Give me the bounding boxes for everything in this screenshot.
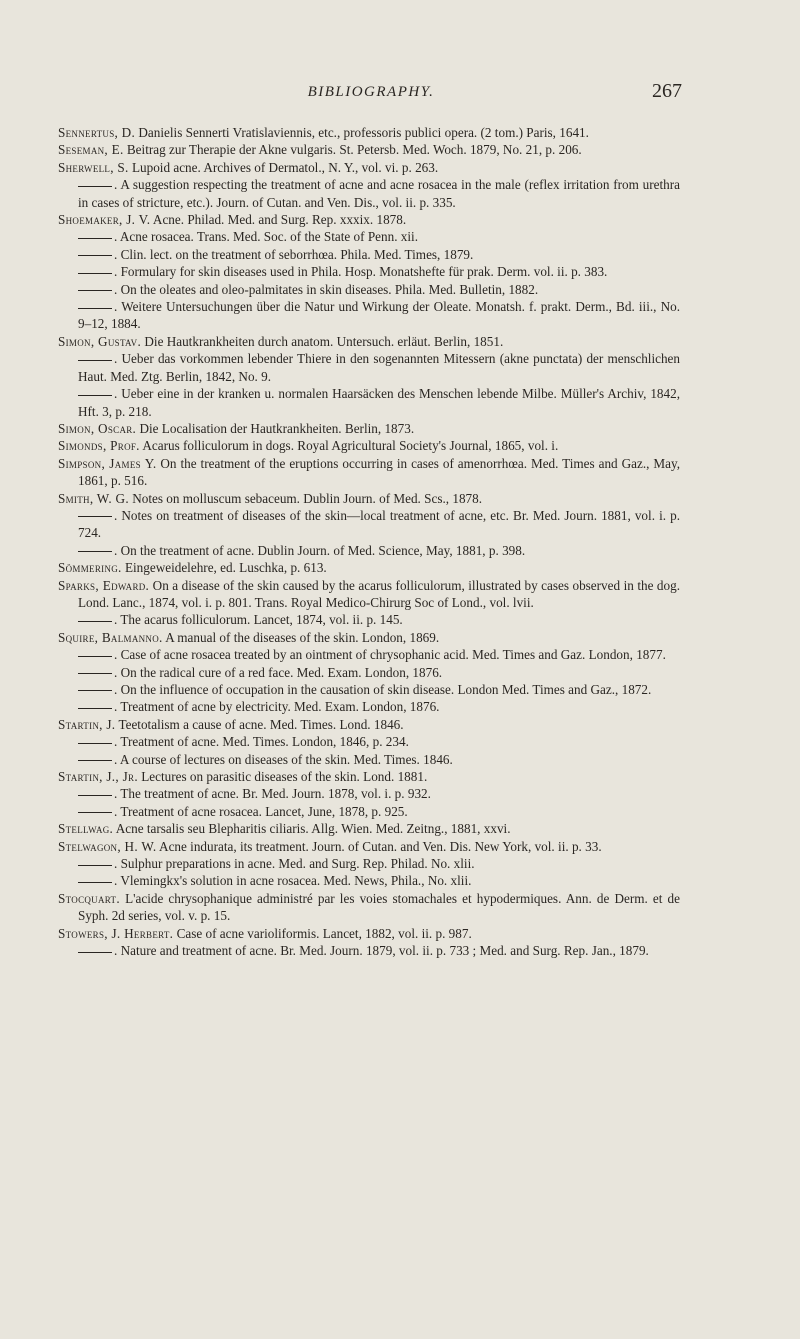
bibliography-entry [58,925,680,942]
entry-author: Stellwag. [58,821,114,837]
page-header [60,80,682,108]
bibliography-entry [58,437,680,454]
ditto-rule [78,308,112,309]
bibliography-entry [58,141,680,158]
bibliography-entry: . Ueber das vorkommen lebender Thiere in den sogenannten Mitessern (akne punctata) der menschlichen Haut. Med. Ztg. Berlin, 1842, No. 9. [78,351,681,384]
ditto-rule [78,621,112,622]
entry-text: Sulphur preparations in acne. Med. and Surg. Rep. Philad. No. xlii. [120,856,475,872]
entry-author: Sömmering. [58,560,122,576]
ditto-rule [78,760,112,761]
bibliography-entry [58,333,680,350]
entry-author: Stowers, J. Herbert. [58,925,174,941]
entry-text: Vlemingkx's solution in acne rosacea. Med. News, Phila., No. xlii. [120,873,472,889]
entry-text: Case of acne varioliformis. Lancet, 1882, vol. ii. p. 987. [176,925,472,941]
entry-text: A course of lectures on diseases of the skin. Med. Times. 1846. [119,751,453,767]
entry-author: Startin, J., Jr. [58,769,138,785]
bibliography-entry: . Vlemingkx's solution in acne rosacea. Med. News, Phila., No. xlii. [58,872,680,889]
entry-author: Squire, Balmanno. [58,629,163,645]
bibliography-entry [58,490,680,507]
bibliography-entry [58,211,680,228]
ditto-rule [78,656,112,657]
bibliography-entry: . The acarus folliculorum. Lancet, 1874, vol. ii. p. 145. [58,611,680,628]
bibliography-entry: . Sulphur preparations in acne. Med. and Surg. Rep. Philad. No. xlii. [58,855,680,872]
entry-text: The treatment of acne. Br. Med. Journ. 1878, vol. i. p. 932. [120,786,431,802]
entry-author: Stocquart. [58,890,120,906]
bibliography-entry [58,455,680,490]
entry-text: Ueber das vorkommen lebender Thiere in den sogenannten Mitessern (akne punctata) der menschlichen Haut. Med. Ztg. Berlin, 1842, No. 9. [78,351,681,384]
bibliography-entry: . On the influence of occupation in the causation of skin disease. London Med. Times and Gaz., 1872. [58,681,680,698]
entry-author: Shoemaker, J. V. [58,212,151,228]
bibliography-entry [58,420,680,437]
entry-text: On a disease of the skin caused by the acarus folliculorum, illustrated by cases observed in the dog. Lond. Lanc., 1874, vol. i. p. 801. Trans. Royal Medico-Chirurg Soc of Lond., vol. lvii. [78,577,681,610]
entry-text: Lupoid acne. Archives of Dermatol., N. Y., vol. vi. p. 263. [131,159,439,175]
entry-text: Teetotalism a cause of acne. Med. Times. Lond. 1846. [118,716,404,732]
bibliography-entry: . On the treatment of acne. Dublin Journ. of Med. Science, May, 1881, p. 398. [58,542,680,559]
entry-author: Sherwell, S. [58,159,129,175]
entry-text: Die Hautkrankheiten durch anatom. Untersuch. erläut. Berlin, 1851. [144,333,504,349]
entry-author: Simon, Oscar. [58,420,137,436]
ditto-rule [78,673,112,674]
entry-author: Smith, W. G. [58,490,129,506]
bibliography-list [58,124,680,960]
ditto-rule [78,516,112,517]
bibliography-entry: . Ueber eine in der kranken u. normalen Haarsäcken des Menschen lebende Milbe. Müller's Archiv, 1842, Hft. 3, p. 218. [78,386,680,419]
ditto-rule [78,186,112,187]
ditto-rule [78,743,112,744]
bibliography-entry: . Treatment of acne rosacea. Lancet, June, 1878, p. 925. [58,803,680,820]
bibliography-entry [58,159,680,176]
ditto-rule [78,360,112,361]
entry-text: Clin. lect. on the treatment of seborrhœa. Phila. Med. Times, 1879. [120,246,474,262]
entry-text: Notes on molluscum sebaceum. Dublin Journ. of Med. Scs., 1878. [132,490,483,506]
entry-text: Beitrag zur Therapie der Akne vulgaris. St. Petersb. Med. Woch. 1879, No. 21, p. 206. [126,142,582,158]
ditto-rule [78,882,112,883]
bibliography-entry: . Treatment of acne. Med. Times. London, 1846, p. 234. [58,733,680,750]
entry-text: Weitere Untersuchungen über die Natur und Wirkung der Oleate. Monatsh. f. prakt. Derm., Bd. iii., No. 9–12, 1884. [78,299,680,332]
ditto-rule [78,290,112,291]
entry-text: L'acide chrysophanique administré par les voies stomachales et hypodermiques. Ann. de Derm. et de Syph. 2d series, vol. v. p. 15. [78,890,680,924]
entry-text: Notes on treatment of diseases of the skin—local treatment of acne, etc. Br. Med. Journ. 1881, vol. i. p. 724. [78,507,680,541]
entry-author: Simon, Gustav. [58,333,142,349]
bibliography-entry: . On the oleates and oleo-palmitates in skin diseases. Phila. Med. Bulletin, 1882. [58,281,680,298]
bibliography-entry: . A suggestion respecting the treatment of acne and acne rosacea in the male (reflex irritation from urethra in cases of stricture, etc.). Journ. of Cutan. and Ven. Dis., vol. ii. p. 335. [78,177,680,210]
bibliography-entry: . Clin. lect. on the treatment of seborrhœa. Phila. Med. Times, 1879. [58,246,680,263]
entry-text: Lectures on parasitic diseases of the skin. Lond. 1881. [141,769,428,785]
bibliography-entry: . Formulary for skin diseases used in Phila. Hosp. Monatshefte für prak. Derm. vol. ii. p. 383. [58,263,680,280]
entry-text: A manual of the diseases of the skin. London, 1869. [165,629,440,645]
entry-author: Stelwagon, H. W. [58,838,157,854]
entry-text: Acne rosacea. Trans. Med. Soc. of the State of Penn. xii. [119,229,419,245]
entry-text: On the radical cure of a red face. Med. Exam. London, 1876. [120,664,443,680]
ditto-rule [78,812,112,813]
bibliography-entry [58,577,680,612]
bibliography-entry: . Notes on treatment of diseases of the skin—local treatment of acne, etc. Br. Med. Journ. 1881, vol. i. p. 724. [78,507,680,541]
bibliography-entry: . Case of acne rosacea treated by an ointment of chrysophanic acid. Med. Times and Gaz. London, 1877. [58,646,680,663]
entry-text: Treatment of acne rosacea. Lancet, June, 1878, p. 925. [120,803,408,819]
ditto-rule [78,273,112,274]
entry-author: Startin, J. [58,716,116,732]
entry-text: Nature and treatment of acne. Br. Med. Journ. 1879, vol. ii. p. 733 ; Med. and Surg. Rep. Jan., 1879. [120,943,649,959]
entry-text: Case of acne rosacea treated by an ointment of chrysophanic acid. Med. Times and Gaz. London, 1877. [120,647,666,663]
bibliography-entry [58,629,680,646]
entry-author: Sennertus, D. [58,125,136,140]
ditto-rule [78,952,112,953]
entry-text: Danielis Sennerti Vratislaviennis, etc., professoris publici opera. (2 tom.) Paris, 1641. [138,125,589,140]
entry-text: On the treatment of the eruptions occurring in cases of amenorrhœa. Med. Times and Gaz., May, 1861, p. 516. [78,455,681,489]
bibliography-entry [58,716,680,733]
entry-text: Treatment of acne by electricity. Med. Exam. London, 1876. [120,699,440,715]
entry-text: Treatment of acne. Med. Times. London, 1846, p. 234. [120,734,409,750]
page-number: 267 [652,80,682,102]
bibliography-entry [58,890,680,925]
bibliography-entry [58,820,680,837]
bibliography-entry [58,559,680,576]
entry-text: On the treatment of acne. Dublin Journ. of Med. Science, May, 1881, p. 398. [120,542,526,558]
bibliography-entry: . A course of lectures on diseases of the skin. Med. Times. 1846. [58,751,680,768]
bibliography-entry [58,124,680,141]
ditto-rule [78,238,112,239]
entry-text: Formulary for skin diseases used in Phila. Hosp. Monatshefte für prak. Derm. vol. ii. p. 383. [120,264,608,280]
entry-author: Simpson, James Y. [58,455,157,471]
entry-text: A suggestion respecting the treatment of acne and acne rosacea in the male (reflex irritation from urethra in cases of stricture, etc.). Journ. of Cutan. and Ven. Dis., vol. ii. p. 335. [78,177,680,210]
bibliography-entry: . The treatment of acne. Br. Med. Journ. 1878, vol. i. p. 932. [58,785,680,802]
running-head: BIBLIOGRAPHY. [307,84,435,100]
bibliography-entry: . Treatment of acne by electricity. Med. Exam. London, 1876. [58,698,680,715]
ditto-rule [78,795,112,796]
bibliography-entry [58,838,680,855]
bibliography-entry: . Nature and treatment of acne. Br. Med. Journ. 1879, vol. ii. p. 733 ; Med. and Surg. Rep. Jan., 1879. [58,942,680,959]
entry-text: Die Localisation der Hautkrankheiten. Berlin, 1873. [139,420,415,436]
bibliography-entry: . Acne rosacea. Trans. Med. Soc. of the State of Penn. xii. [58,228,680,245]
entry-text: The acarus folliculorum. Lancet, 1874, vol. ii. p. 145. [120,612,403,628]
bibliography-entry: . Weitere Untersuchungen über die Natur und Wirkung der Oleate. Monatsh. f. prakt. Derm., Bd. iii., No. 9–12, 1884. [78,299,680,332]
entry-text: Acne tarsalis seu Blepharitis ciliaris. Allg. Wien. Med. Zeitng., 1881, xxvi. [115,821,511,837]
ditto-rule [78,395,112,396]
ditto-rule [78,255,112,256]
entry-text: Acne indurata, its treatment. Journ. of Cutan. and Ven. Dis. New York, vol. ii. p. 33. [159,838,602,854]
entry-text: Eingeweidelehre, ed. Luschka, p. 613. [124,560,327,576]
entry-text: Acne. Philad. Med. and Surg. Rep. xxxix. 1878. [152,212,407,228]
ditto-rule [78,690,112,691]
entry-text: On the oleates and oleo-palmitates in skin diseases. Phila. Med. Bulletin, 1882. [120,281,539,297]
entry-author: Simonds, Prof. [58,438,140,454]
ditto-rule [78,708,112,709]
bibliography-entry [58,768,680,785]
entry-text: On the influence of occupation in the causation of skin disease. London Med. Times and Gaz., 1872. [120,682,652,697]
ditto-rule [78,551,112,552]
entry-text: Ueber eine in der kranken u. normalen Haarsäcken des Menschen lebende Milbe. Müller's Archiv, 1842, Hft. 3, p. 218. [78,386,680,419]
entry-author: Seseman, E. [58,142,124,158]
ditto-rule [78,865,112,866]
bibliography-entry: . On the radical cure of a red face. Med. Exam. London, 1876. [58,664,680,681]
entry-author: Sparks, Edward. [58,577,150,593]
entry-text: Acarus folliculorum in dogs. Royal Agricultural Society's Journal, 1865, vol. i. [142,438,559,454]
